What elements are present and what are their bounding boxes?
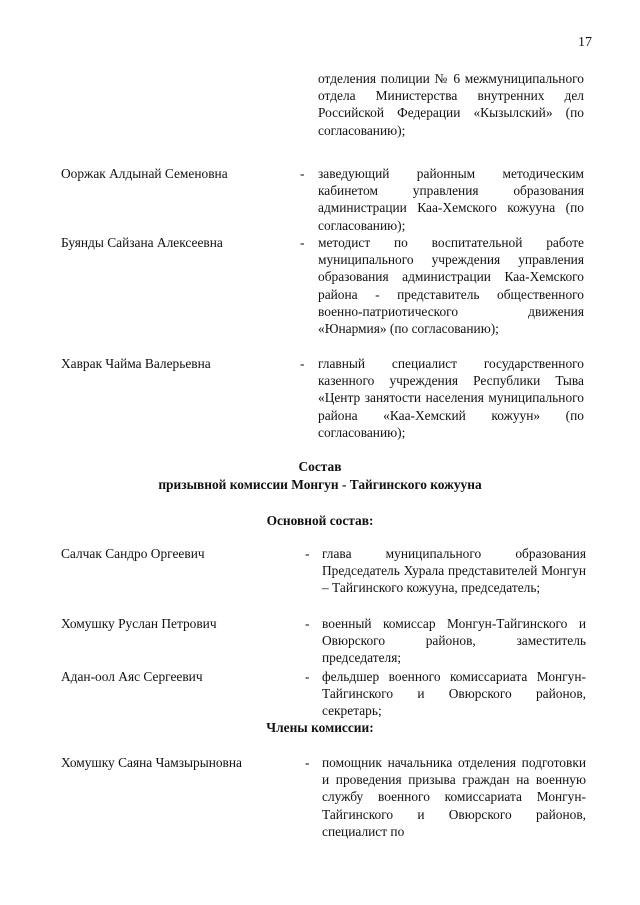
member-dash: - [305, 546, 310, 561]
member-dash: - [300, 356, 305, 371]
member-name: Ооржак Алдынай Семеновна [61, 166, 228, 181]
member-dash: - [300, 166, 305, 181]
member-role: помощник начальника отделения подготовки и проведения призыва граждан на военную службу военного комиссариата Монгун-Тайгинского и Овюрского районов, специалист по [322, 755, 586, 839]
member-role: заведующий районным методическим кабинетом управления образования администрации Каа-Хемского кожууна (по согласованию); [318, 166, 584, 233]
main-composition-heading: Основной состав: [266, 513, 374, 528]
member-role: фельдшер военного комиссариата Монгун-Тайгинского и Овюрского районов, секретарь; [322, 669, 586, 719]
member-dash: - [300, 235, 305, 250]
page-number: 17 [578, 35, 592, 50]
member-dash: - [305, 755, 310, 770]
member-name: Адан-оол Аяс Сергеевич [61, 669, 203, 684]
commission-members-heading: Члены комиссии: [266, 720, 374, 735]
member-name: Хаврак Чайма Валерьевна [61, 356, 211, 371]
member-role: главный специалист государственного казенного учреждения Республики Тыва «Центр занятости населения муниципального района «Каа-Хемский кожуун» (по согласованию); [318, 356, 584, 440]
member-name: Буянды Сайзана Алексеевна [61, 235, 223, 250]
section-subtitle: призывной комиссии Монгун - Тайгинского кожууна [158, 477, 482, 492]
member-role: военный комиссар Монгун-Тайгинского и Овюрского районов, заместитель председателя; [322, 616, 586, 666]
section-title: Состав [298, 459, 342, 474]
member-dash: - [305, 669, 310, 684]
member-role: глава муниципального образования Председатель Хурала представителей Монгун – Тайгинского кожууна, председатель; [322, 546, 586, 596]
member-name: Салчак Сандро Оргеевич [61, 546, 205, 561]
continuation-text: отделения полиции № 6 межмуниципального отдела Министерства внутренних дел Российской Федерации «Кызылский» (по согласованию); [318, 71, 584, 138]
member-name: Хомушку Саяна Чамзырыновна [61, 755, 242, 770]
member-name: Хомушку Руслан Петрович [61, 616, 217, 631]
member-role: методист по воспитательной работе муниципального учреждения управления образования администрации Каа-Хемского района - представитель общественного военно-патриотического движения «Юнармия» (по согласованию); [318, 235, 584, 337]
member-dash: - [305, 616, 310, 631]
